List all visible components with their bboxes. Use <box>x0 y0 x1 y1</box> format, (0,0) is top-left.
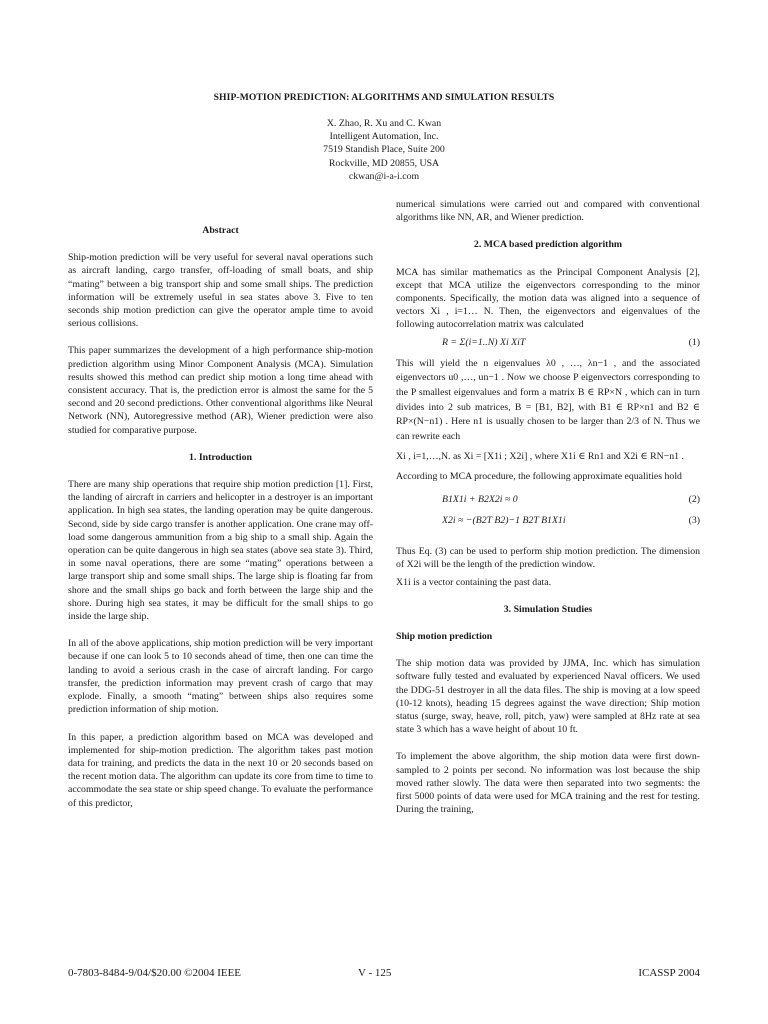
mca-paragraph-6: X1i is a vector containing the past data. <box>396 576 552 588</box>
right-column <box>396 198 700 830</box>
simulation-paragraph-2: To implement the above algorithm, the ship motion data were first down-sampled to 2 points per second. No information was lost because the ship moved rather slowly. The data were then separated into two segments: the first 5000 points of data were used for MCA training and the rest for testing. During the training, <box>396 751 700 816</box>
mca-paragraph-5: Thus Eq. (3) can be used to perform ship motion prediction. The dimension of X2i will be the length of the prediction window. <box>396 546 700 571</box>
left-column <box>68 224 373 824</box>
footer-page-number: V - 125 <box>358 967 392 979</box>
mca-paragraph-1: MCA has similar mathematics as the Principal Component Analysis [2], except that MCA utilize the eigenvectors corresponding to the minor components. Specifically, the motion data was aligned into a sequence of vectors Xi , i=1… N. Then, the eigenvectors and eigenvalues of the following autocorrelation matrix was calculated <box>396 266 700 331</box>
mca-heading: 2. MCA based prediction algorithm <box>473 239 623 251</box>
mca-paragraph-2: This will yield the n eigenvalues λ0 , …, λn−1 , and the associated eigenvectors u0 ,…, un−1 . Now we choose P eigenvectors corresponding to the P smallest eigenvalues and form a matrix B ∈ RP×N , which can in turn divides into 2 sub matrices, B = [B1, B2], with B1 ∈ RP×n1 and B2 ∈ RP×(N−n1) . Here n1 is usually chosen to be larger than 2/3 of N. Thus we can rewrite each <box>396 357 700 442</box>
email: ckwan@i-a-i.com <box>348 170 420 182</box>
equation-3-number: (3) <box>688 515 700 526</box>
footer-conference: ICASSP 2004 <box>638 967 700 979</box>
simulation-paragraph-1: The ship motion data was provided by JJMA, Inc. which has simulation software fully tested and evaluated by experienced Naval officers. We used the DDG-51 destroyer in all the data files. The ship is moving at a low speed (10-12 knots), heading 15 degrees against the wave direction; Ship motion status (surge, sway, heave, roll, pitch, yaw) were sampled at 8Hz rate at sea state 3 which has a wave height of about 10 ft. <box>396 658 700 736</box>
author-block <box>0 117 768 183</box>
equation-1-body: R = Σ(i=1..N) Xi XiT <box>442 336 526 348</box>
equation-1 <box>396 336 700 349</box>
footer-copyright: 0-7803-8484-9/04/$20.00 ©2004 IEEE <box>68 967 242 979</box>
mca-paragraph-3: Xi , i=1,…,N. as Xi = [X1i ; X2i] , where X1i ∈ Rn1 and X2i ∈ RN−n1 . <box>396 451 684 463</box>
introduction-paragraph-2: In all of the above applications, ship motion prediction will be very important because if one can look 5 to 10 seconds ahead of time, then one can time the landing to avoid a serious crash in the case of aircraft landing. For cargo transfer, the prediction information may prevent crash of cargo that may explode. Finally, a smooth “mating” between ships also requires some prediction information of ship motion. <box>68 638 373 716</box>
equation-3 <box>396 514 700 527</box>
abstract-paragraph-2: This paper summarizes the development of a high performance ship-motion prediction algorithm using Minor Component Analysis (MCA). Simulation results showed this method can predict ship motion a long time ahead with consistent accuracy. That is, the prediction error is almost the same for the 5 second and 20 second predictions. Other conventional algorithms like Neural Network (NN), Autoregressive method (AR), Wiener prediction were also studied for comparative purpose. <box>68 345 373 436</box>
affiliation: Intelligent Automation, Inc. <box>329 131 439 143</box>
simulation-heading: 3. Simulation Studies <box>503 603 593 615</box>
equation-2 <box>396 493 700 506</box>
paper-title: SHIP-MOTION PREDICTION: ALGORITHMS AND SIMULATION RESULTS <box>213 92 555 103</box>
continuation-paragraph: numerical simulations were carried out and compared with conventional algorithms like NN, AR, and Wiener prediction. <box>396 199 700 224</box>
authors: X. Zhao, R. Xu and C. Kwan <box>326 118 442 129</box>
introduction-paragraph-3: In this paper, a prediction algorithm based on MCA was developed and implemented for ship-motion prediction. The algorithm takes past motion data for training, and predicts the data in the next 10 or 20 seconds based on the recent motion data. The algorithm can update its core from time to time to accommodate the sea state or ship speed change. To evaluate the performance of this predictor, <box>68 731 373 809</box>
simulation-subheading: Ship motion prediction <box>396 631 493 643</box>
abstract-paragraph-1: Ship-motion prediction will be very useful for several naval operations such as aircraft landing, cargo transfer, off-loading of small boats, and ship “mating” between a big transport ship and some small ships. The prediction information will be extremely useful in sea states above 3. Five to ten seconds ship motion prediction can give the operator ample time to avoid serious collisions. <box>68 252 373 330</box>
mca-paragraph-4: According to MCA procedure, the following approximate equalities hold <box>396 470 682 482</box>
abstract-heading: Abstract <box>202 225 239 236</box>
introduction-paragraph-1: There are many ship operations that require ship motion prediction [1]. First, the landing of aircraft in carriers and helicopter in a destroyer is an important application. In high sea states, the landing operation may be quite dangerous. Second, side by side cargo transfer is another application. One crane may off-load some dangerous ammunition from a big ship to a small ship. Again the operation can be quite dangerous in high sea states (above sea state 3). Third, in some naval operations, there are some “mating” operations between a large transport ship and some small ships. The large ship is floating far from shore and the small ships go back and forth between the large ship and the shore. During high sea states, it may be difficult for the small ships to go inside the large ship. <box>68 479 373 623</box>
equation-1-number: (1) <box>688 336 700 348</box>
equation-2-number: (2) <box>688 493 700 505</box>
address-line-2: Rockville, MD 20855, USA <box>328 157 440 169</box>
introduction-heading: 1. Introduction <box>189 451 252 463</box>
equation-3-body: X2i ≈ −(B2T B2)−1 B2T B1X1i <box>442 515 566 526</box>
address-line-1: 7519 Standish Place, Suite 200 <box>323 144 445 156</box>
equation-2-body: B1X1i + B2X2i ≈ 0 <box>442 493 518 505</box>
